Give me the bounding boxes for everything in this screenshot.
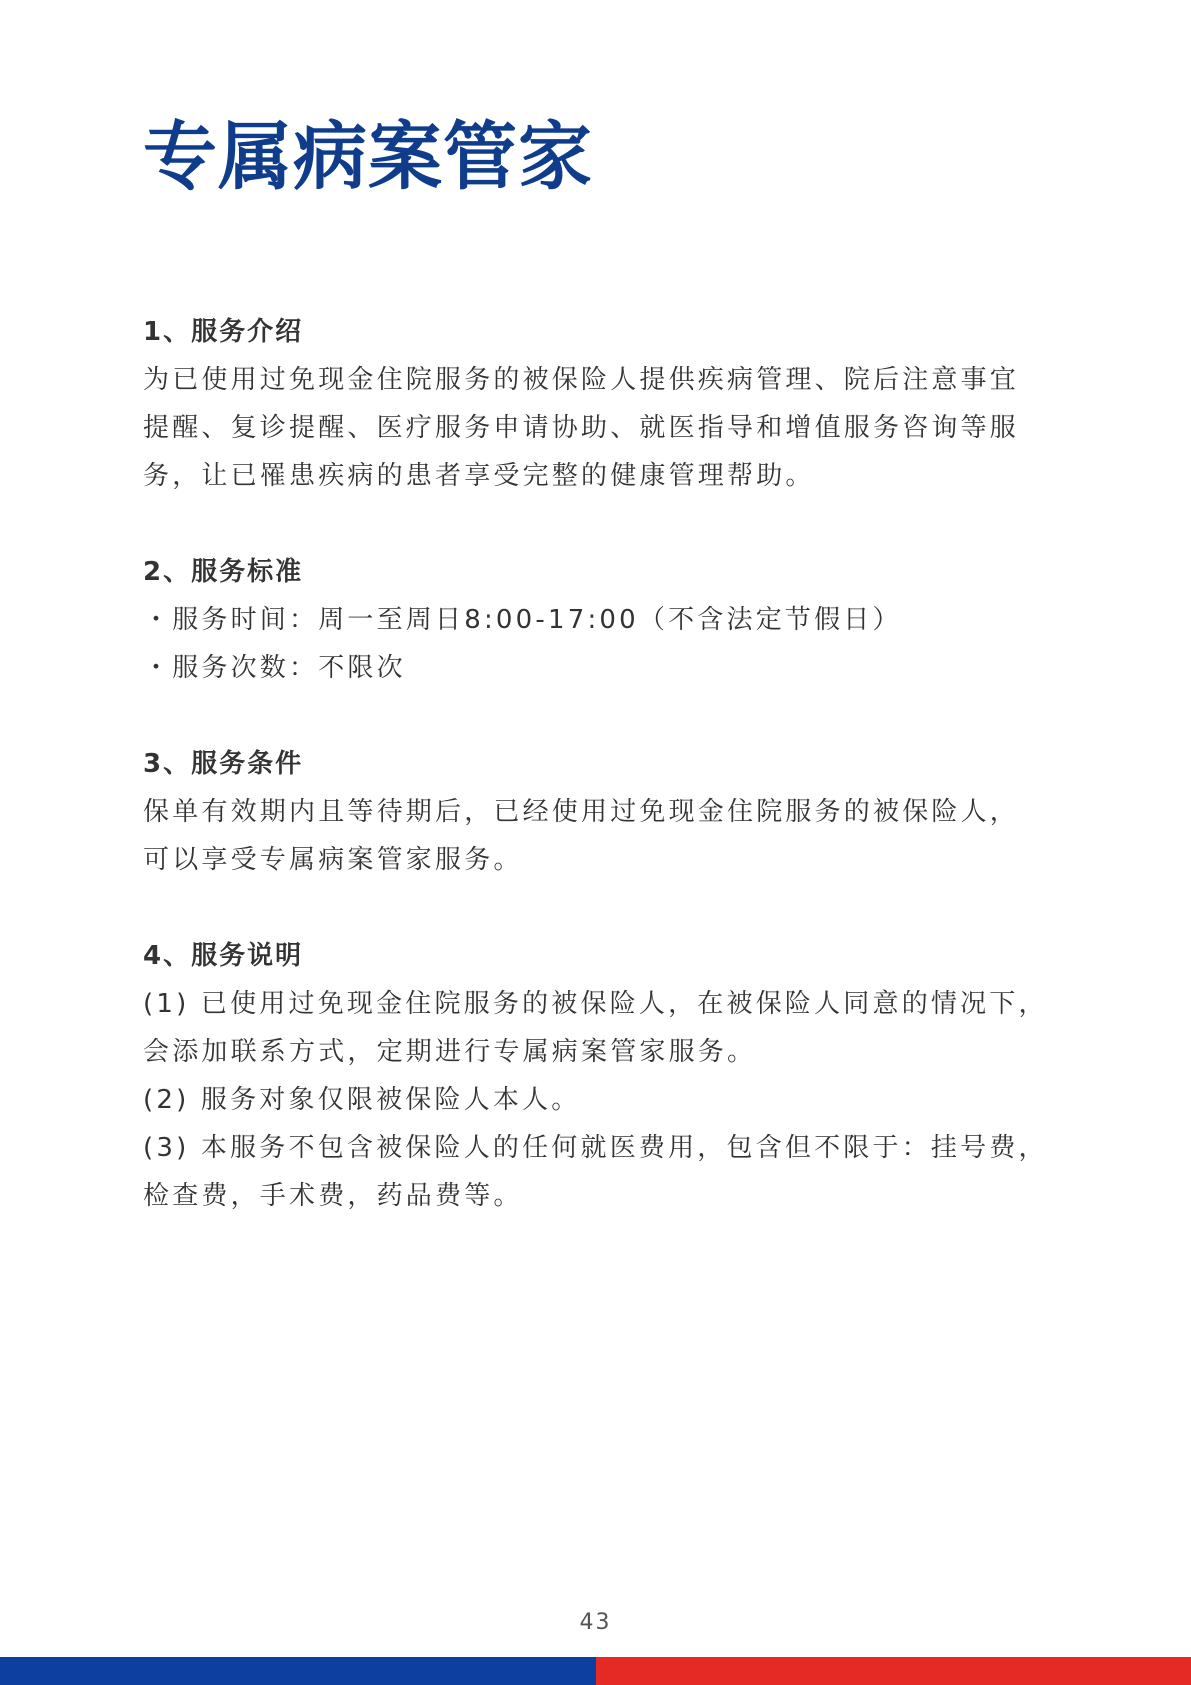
note-item-1: (1) 已使用过免现金住院服务的被保险人，在被保险人同意的情况下，: [143, 989, 1048, 1019]
section-heading: 2、服务标准: [143, 557, 304, 587]
service-hours-item: ・服务时间：周一至周日8:00-17:00（不含法定节假日）: [143, 605, 902, 635]
section-service-intro: [143, 308, 1083, 500]
section-service-standard: [143, 548, 1083, 692]
body-line: 提醒、复诊提醒、医疗服务申请协助、就医指导和增值服务咨询等服: [143, 413, 1020, 443]
page-number: 43: [579, 1610, 612, 1635]
note-item-3-continued: 检查费，手术费，药品费等。: [143, 1181, 523, 1211]
footer-color-bar: [0, 1657, 1191, 1685]
footer-bar-blue: [0, 1657, 596, 1685]
note-item-2: (2) 服务对象仅限被保险人本人。: [143, 1085, 581, 1115]
body-line: 可以享受专属病案管家服务。: [143, 845, 523, 875]
page-title: 专属病案管家: [143, 114, 593, 200]
section-heading: 1、服务介绍: [143, 317, 304, 347]
section-heading: 4、服务说明: [143, 941, 304, 971]
body-line: 务，让已罹患疾病的患者享受完整的健康管理帮助。: [143, 461, 815, 491]
footer-bar-red: [596, 1657, 1191, 1685]
section-body: [143, 596, 1083, 692]
section-body: [143, 980, 1083, 1220]
service-count-item: ・服务次数：不限次: [143, 653, 406, 683]
note-item-1-continued: 会添加联系方式，定期进行专属病案管家服务。: [143, 1037, 757, 1067]
section-heading: 3、服务条件: [143, 749, 304, 779]
section-service-conditions: [143, 740, 1083, 884]
body-line: 保单有效期内且等待期后，已经使用过免现金住院服务的被保险人，: [143, 797, 1020, 827]
note-item-3: (3) 本服务不包含被保险人的任何就医费用，包含但不限于：挂号费，: [143, 1133, 1048, 1163]
section-body: [143, 356, 1083, 500]
body-line: 为已使用过免现金住院服务的被保险人提供疾病管理、院后注意事宜: [143, 365, 1020, 395]
section-body: [143, 788, 1083, 884]
section-service-notes: [143, 932, 1083, 1220]
